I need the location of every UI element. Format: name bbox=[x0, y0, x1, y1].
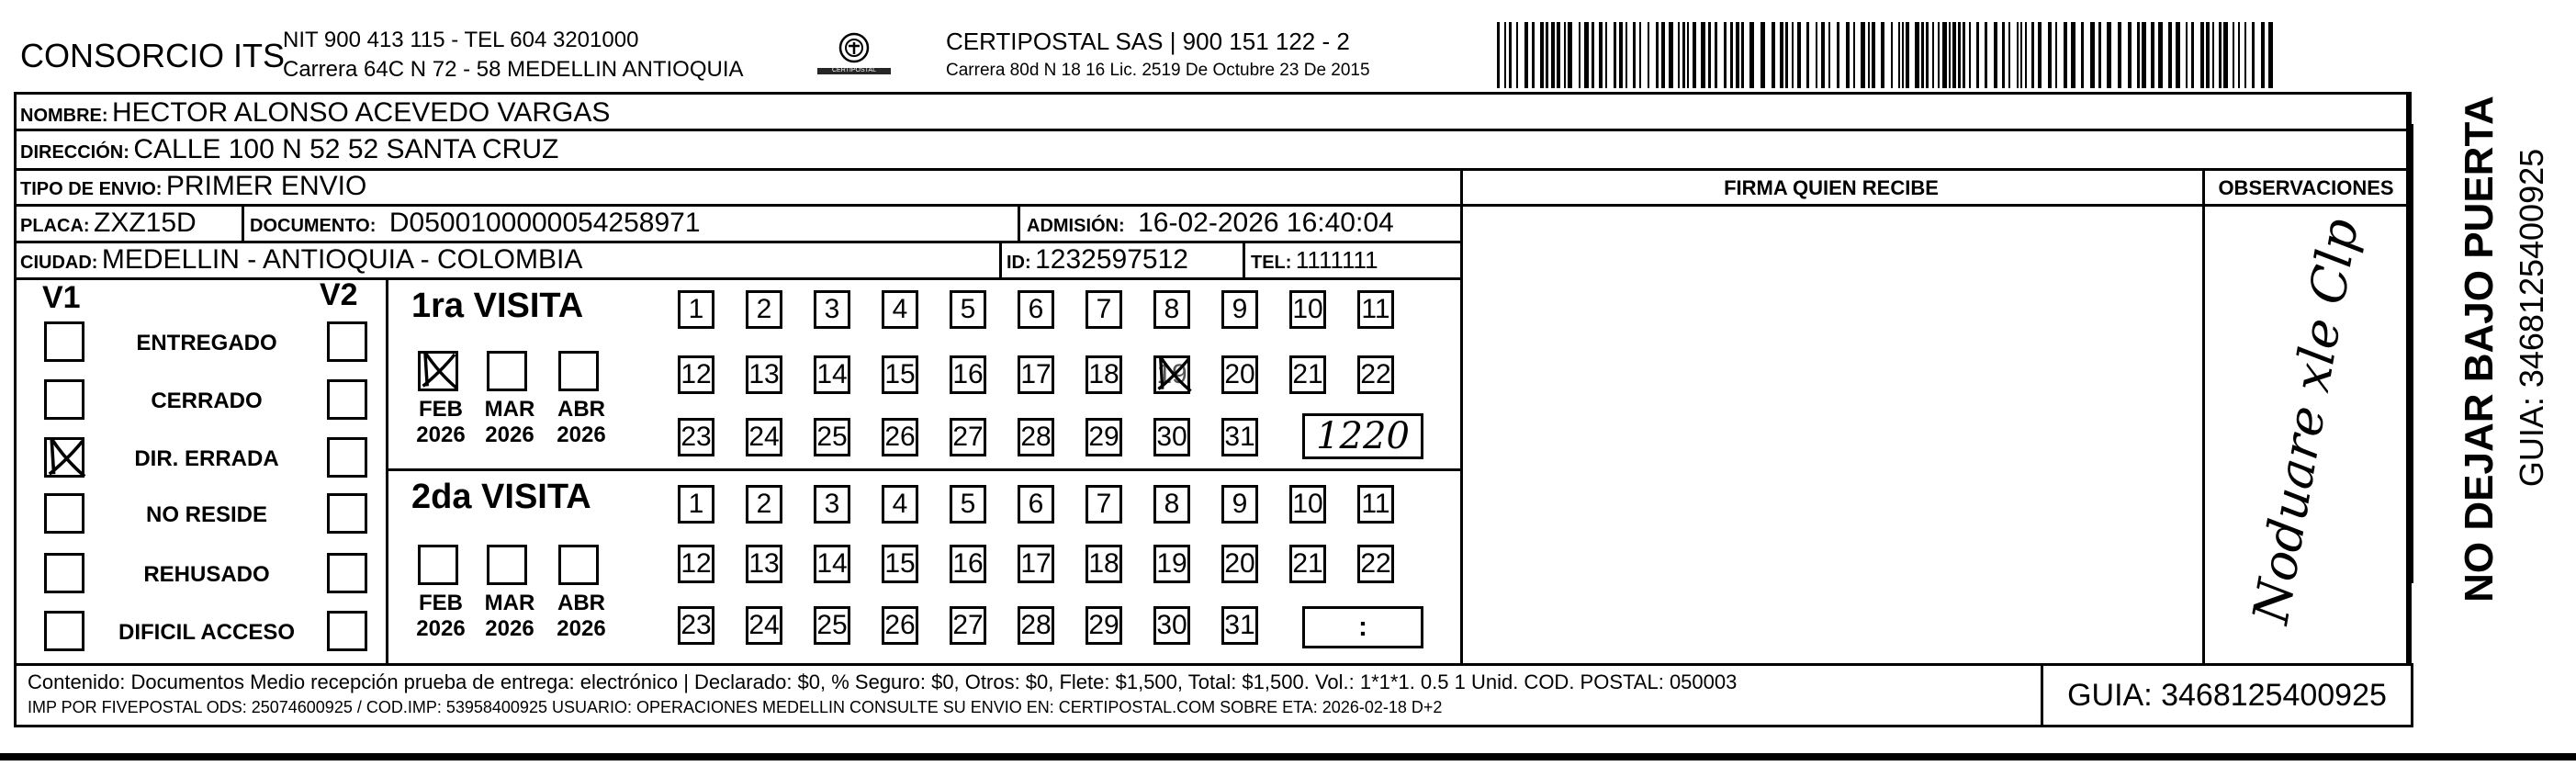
row-line bbox=[14, 168, 2413, 171]
day-box[interactable]: 24 bbox=[746, 606, 782, 645]
day-box[interactable]: 21 bbox=[1289, 545, 1326, 583]
day-box[interactable]: 17 bbox=[1018, 355, 1054, 394]
day-box[interactable]: 30 bbox=[1153, 418, 1190, 456]
documento-value: D0500100000054258971 bbox=[388, 208, 701, 238]
company-nit-tel: NIT 900 413 115 - TEL 604 3201000 bbox=[283, 28, 639, 52]
second-visit-title: 2da VISITA bbox=[411, 478, 591, 516]
cell-divider bbox=[242, 204, 244, 241]
day-box[interactable]: 7 bbox=[1086, 485, 1122, 524]
first-visit-title: 1ra VISITA bbox=[411, 287, 584, 325]
v2-checkbox[interactable] bbox=[327, 553, 367, 593]
v1-checkbox[interactable] bbox=[44, 379, 84, 420]
month-label bbox=[478, 591, 542, 642]
observaciones-label: OBSERVACIONES bbox=[2218, 176, 2394, 199]
month-checkbox[interactable] bbox=[418, 351, 458, 391]
day-box[interactable]: 14 bbox=[814, 355, 850, 394]
day-box[interactable]: 3 bbox=[814, 290, 850, 329]
v2-checkbox[interactable] bbox=[327, 437, 367, 478]
v1-checkbox[interactable] bbox=[44, 437, 84, 478]
firma-label: FIRMA QUIEN RECIBE bbox=[1724, 176, 1939, 199]
v2-checkbox[interactable] bbox=[327, 611, 367, 651]
day-box[interactable]: 5 bbox=[950, 485, 986, 524]
tipo-value: PRIMER ENVIO bbox=[165, 171, 367, 201]
day-box[interactable]: 24 bbox=[746, 418, 782, 456]
status-label: NO RESIDE bbox=[145, 502, 268, 527]
v1-checkbox[interactable] bbox=[44, 321, 84, 362]
day-box[interactable]: 15 bbox=[882, 545, 918, 583]
day-box[interactable]: 2 bbox=[746, 290, 782, 329]
ciudad-label: CIUDAD: bbox=[20, 253, 98, 273]
admision-value: 16-02-2026 16:40:04 bbox=[1138, 208, 1394, 238]
handwritten-text: Noduare xle Clp bbox=[2241, 214, 2370, 628]
tipo-label: TIPO DE ENVIO: bbox=[20, 179, 163, 199]
logo-text: CERTIPOSTAL bbox=[832, 67, 876, 73]
row-line bbox=[14, 277, 1462, 280]
day-box[interactable]: 28 bbox=[1018, 418, 1054, 456]
day-box[interactable]: 11 bbox=[1357, 485, 1394, 524]
check-x-icon bbox=[419, 348, 461, 390]
ciudad-value: MEDELLIN - ANTIOQUIA - COLOMBIA bbox=[101, 244, 583, 275]
day-box[interactable]: 11 bbox=[1357, 290, 1394, 329]
day-box[interactable]: 6 bbox=[1018, 485, 1054, 524]
day-box[interactable]: 27 bbox=[950, 418, 986, 456]
cell-divider bbox=[999, 241, 1002, 277]
day-box[interactable]: 13 bbox=[746, 545, 782, 583]
certipostal-logo bbox=[808, 31, 900, 83]
direccion-value: CALLE 100 N 52 52 SANTA CRUZ bbox=[133, 134, 559, 164]
day-box[interactable]: 29 bbox=[1086, 418, 1122, 456]
admision-label: ADMISIÓN: bbox=[1027, 216, 1125, 236]
month-checkbox[interactable] bbox=[418, 545, 458, 585]
tel-label: TEL: bbox=[1251, 253, 1292, 273]
visit-separator bbox=[386, 468, 1462, 471]
month-year: 2026 bbox=[485, 616, 534, 641]
company-address: Carrera 64C N 72 - 58 MEDELLIN ANTIOQUIA bbox=[283, 57, 744, 82]
cell-divider bbox=[1243, 241, 1245, 277]
footer-line2: IMP POR FIVEPOSTAL ODS: 25074600925 / COD.IMP: 53958400925 USUARIO: OPERACIONES MEDELLIN CONSULTE SU ENVIO EN: CERTIPOSTAL.COM SOBRE ETA: 2026-02-18 D+2 bbox=[28, 698, 1443, 716]
day-box[interactable]: 26 bbox=[882, 418, 918, 456]
month-year: 2026 bbox=[416, 422, 466, 447]
day-box[interactable]: 28 bbox=[1018, 606, 1054, 645]
bottom-stripe bbox=[0, 753, 2576, 760]
month-label bbox=[409, 591, 473, 642]
id-label: ID: bbox=[1007, 253, 1031, 273]
day-box[interactable]: 9 bbox=[1221, 290, 1258, 329]
day-box[interactable]: 13 bbox=[746, 355, 782, 394]
day-box[interactable]: 3 bbox=[814, 485, 850, 524]
day-box[interactable]: 20 bbox=[1221, 545, 1258, 583]
second-visit-time-box bbox=[1302, 606, 1423, 648]
v1-checkbox[interactable] bbox=[44, 611, 84, 651]
day-box[interactable]: 29 bbox=[1086, 606, 1122, 645]
day-box[interactable]: 31 bbox=[1221, 418, 1258, 456]
day-box[interactable]: 23 bbox=[678, 418, 714, 456]
id-value: 1232597512 bbox=[1035, 244, 1188, 275]
placa-field bbox=[20, 208, 197, 239]
month-year: 2026 bbox=[416, 616, 466, 641]
day-box[interactable]: 22 bbox=[1357, 355, 1394, 394]
v2-checkbox[interactable] bbox=[327, 493, 367, 534]
v1-header: V1 bbox=[42, 280, 81, 315]
month-checkbox[interactable] bbox=[558, 545, 599, 585]
footer-line1: Contenido: Documentos Medio recepción prueba de entrega: electrónico | Declarado: $0, % Seguro: $0, Otros: $0, Flete: $1,500, Total: $1,500. Vol.: 1*1*1. 0.5 1 Unid. COD. POSTAL: 050003 bbox=[28, 670, 1738, 693]
v2-checkbox[interactable] bbox=[327, 321, 367, 362]
documento-label: DOCUMENTO: bbox=[250, 216, 377, 236]
month-name: FEB bbox=[419, 397, 463, 422]
day-box[interactable]: 10 bbox=[1289, 485, 1326, 524]
day-box[interactable]: 8 bbox=[1153, 290, 1190, 329]
day-box[interactable]: 4 bbox=[882, 485, 918, 524]
v2-header: V2 bbox=[320, 277, 358, 312]
day-box[interactable]: 5 bbox=[950, 290, 986, 329]
certipostal-line1: CERTIPOSTAL SAS | 900 151 122 - 2 bbox=[946, 28, 1350, 55]
status-label: CERRADO bbox=[151, 389, 263, 413]
month-checkbox[interactable] bbox=[558, 351, 599, 391]
day-box[interactable]: 16 bbox=[950, 355, 986, 394]
day-box[interactable]: 1 bbox=[678, 290, 714, 329]
day-box[interactable]: 17 bbox=[1018, 545, 1054, 583]
month-year: 2026 bbox=[557, 422, 606, 447]
day-box[interactable]: 10 bbox=[1289, 290, 1326, 329]
month-checkbox[interactable] bbox=[487, 545, 527, 585]
certipostal-logo-icon bbox=[808, 31, 900, 83]
month-name: MAR bbox=[484, 591, 535, 615]
row-line bbox=[14, 204, 2413, 207]
status-label: REHUSADO bbox=[143, 562, 270, 587]
month-name: ABR bbox=[557, 591, 605, 615]
check-x-icon bbox=[45, 434, 89, 479]
side-guia-text: GUIA: 3468125400925 bbox=[2513, 148, 2550, 488]
month-name: MAR bbox=[484, 397, 535, 422]
admision-field bbox=[1027, 208, 1394, 239]
footer-guia-box bbox=[2041, 663, 2413, 727]
nombre-row bbox=[20, 97, 610, 129]
day-box[interactable]: 2 bbox=[746, 485, 782, 524]
tel-field bbox=[1251, 246, 1378, 275]
second-visit-time: : bbox=[1358, 612, 1367, 642]
row-line bbox=[14, 129, 2413, 131]
tipo-row bbox=[20, 171, 366, 202]
day-box[interactable]: 19 bbox=[1153, 355, 1190, 394]
status-label: ENTREGADO bbox=[136, 331, 277, 355]
nombre-value: HECTOR ALONSO ACEVEDO VARGAS bbox=[112, 97, 611, 128]
tel-value: 1111111 bbox=[1295, 246, 1378, 274]
day-box[interactable]: 9 bbox=[1221, 485, 1258, 524]
v1-checkbox[interactable] bbox=[44, 493, 84, 534]
month-checkbox[interactable] bbox=[487, 351, 527, 391]
v1-checkbox[interactable] bbox=[44, 553, 84, 593]
documento-field bbox=[250, 208, 701, 239]
day-box[interactable]: 23 bbox=[678, 606, 714, 645]
day-box[interactable]: 1 bbox=[678, 485, 714, 524]
status-label: DIR. ERRADA bbox=[134, 446, 279, 471]
status-label: DIFICIL ACCESO bbox=[118, 620, 295, 645]
day-box[interactable]: 12 bbox=[678, 545, 714, 583]
day-box[interactable]: 15 bbox=[882, 355, 918, 394]
day-box[interactable]: 27 bbox=[950, 606, 986, 645]
month-name: ABR bbox=[557, 397, 605, 422]
day-box[interactable]: 4 bbox=[882, 290, 918, 329]
first-visit-time: 1220 bbox=[1316, 415, 1410, 457]
placa-label: PLACA: bbox=[20, 216, 90, 236]
v2-checkbox[interactable] bbox=[327, 379, 367, 420]
month-name: FEB bbox=[419, 591, 463, 615]
footer-guia: GUIA: 3468125400925 bbox=[2067, 678, 2387, 713]
month-label bbox=[549, 591, 613, 642]
cell-divider bbox=[1018, 204, 1020, 241]
first-visit-time-box bbox=[1302, 413, 1423, 459]
certipostal-line2: Carrera 80d N 18 16 Lic. 2519 De Octubre 23 De 2015 bbox=[946, 61, 1370, 80]
day-box[interactable]: 6 bbox=[1018, 290, 1054, 329]
day-box[interactable]: 18 bbox=[1086, 545, 1122, 583]
day-box[interactable]: 30 bbox=[1153, 606, 1190, 645]
company-name: CONSORCIO ITS bbox=[20, 37, 286, 74]
day-box[interactable]: 25 bbox=[814, 606, 850, 645]
obs-divider bbox=[2202, 168, 2205, 664]
day-box[interactable]: 31 bbox=[1221, 606, 1258, 645]
day-box[interactable]: 22 bbox=[1357, 545, 1394, 583]
barcode bbox=[1497, 22, 2278, 88]
side-divider bbox=[2411, 124, 2413, 583]
firma-divider bbox=[1460, 168, 1463, 664]
nombre-label: NOMBRE: bbox=[20, 106, 108, 126]
day-box[interactable]: 20 bbox=[1221, 355, 1258, 394]
day-box[interactable]: 8 bbox=[1153, 485, 1190, 524]
ciudad-field bbox=[20, 244, 582, 276]
placa-value: ZXZ15D bbox=[94, 208, 197, 238]
day-box[interactable]: 18 bbox=[1086, 355, 1122, 394]
day-box[interactable]: 21 bbox=[1289, 355, 1326, 394]
direccion-label: DIRECCIÓN: bbox=[20, 142, 129, 163]
direccion-row bbox=[20, 134, 558, 165]
month-year: 2026 bbox=[485, 422, 534, 447]
month-label bbox=[409, 397, 473, 448]
check-x-icon bbox=[1154, 353, 1195, 393]
day-box[interactable]: 26 bbox=[882, 606, 918, 645]
no-dejar-text: NO DEJAR BAJO PUERTA bbox=[2457, 96, 2502, 603]
month-label bbox=[478, 397, 542, 448]
day-box[interactable]: 12 bbox=[678, 355, 714, 394]
month-label bbox=[549, 397, 613, 448]
day-box[interactable]: 14 bbox=[814, 545, 850, 583]
id-field bbox=[1007, 244, 1188, 276]
day-box[interactable]: 19 bbox=[1153, 545, 1190, 583]
day-box[interactable]: 16 bbox=[950, 545, 986, 583]
day-box[interactable]: 25 bbox=[814, 418, 850, 456]
month-year: 2026 bbox=[557, 616, 606, 641]
day-box[interactable]: 7 bbox=[1086, 290, 1122, 329]
